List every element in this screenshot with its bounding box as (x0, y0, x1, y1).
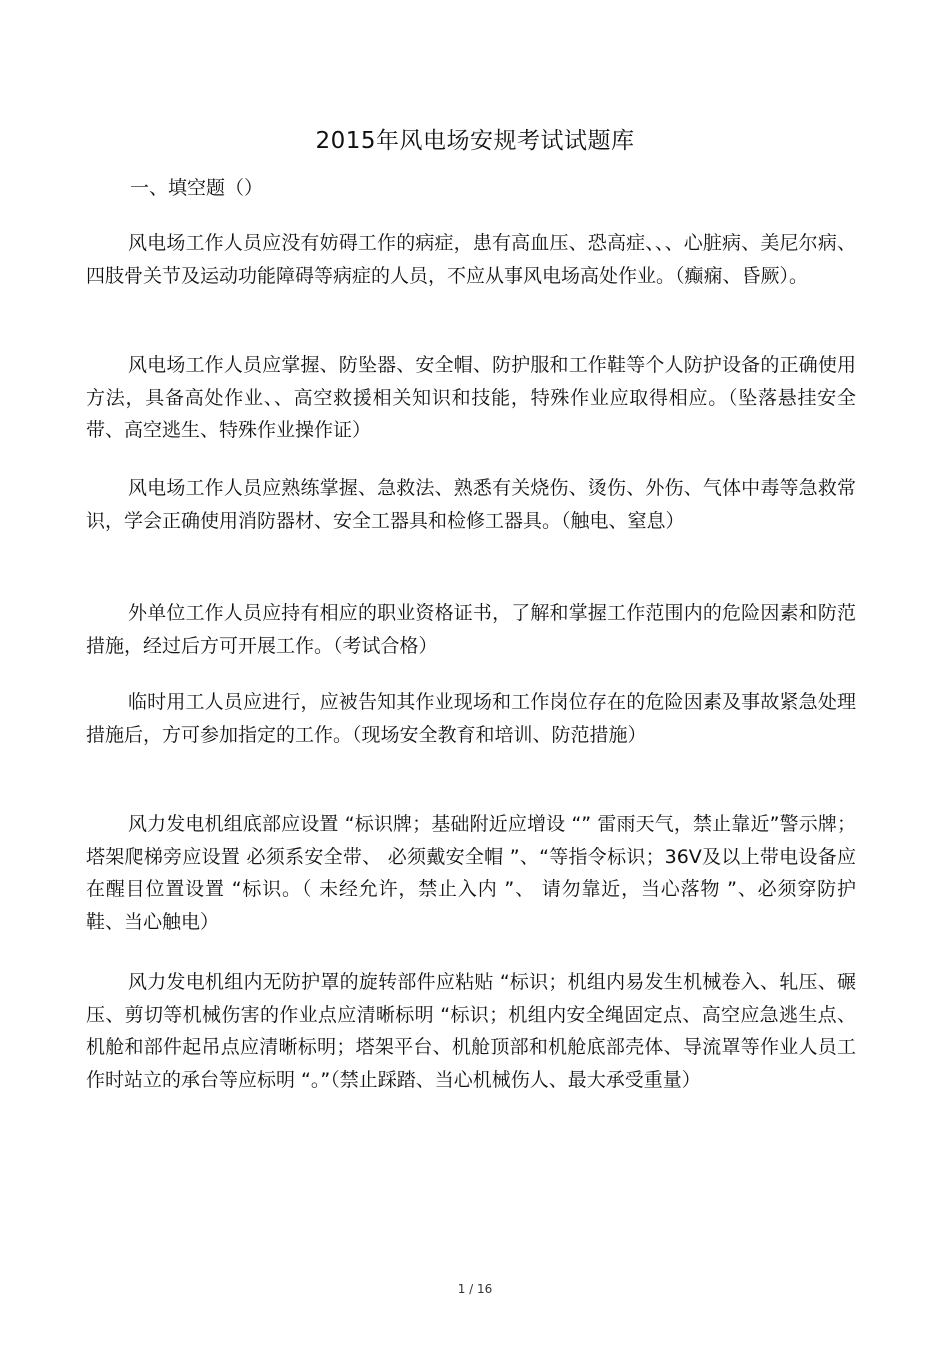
question-paragraph-6: 风力发电机组底部应设置 “标识牌；基础附近应增设 “” 雷雨天气，禁止靠近”警示牌；塔架爬梯旁应设置 必须系安全带、 必须戴安全帽 ”、“等指令标识；36V及以上带电设备应在醒目位置设置 “标识。（ 未经允许，禁止入内 ”、 请勿靠近，当心落物 ”、必须穿防护鞋、当心触电） (86, 813, 856, 933)
question-paragraph-1: 风电场工作人员应没有妨碍工作的病症，患有高血压、恐高症、、、心脏病、美尼尔病、四肢骨关节及运动功能障碍等病症的人员，不应从事风电场高处作业。（癫痫、昏厥）。 (86, 232, 856, 287)
question-paragraph-7: 风力发电机组内无防护罩的旋转部件应粘贴 “标识；机组内易发生机械卷入、轧压、碾压、剪切等机械伤害的作业点应清晰标明 “标识；机组内安全绳固定点、高空应急逃生点、机舱和部件起吊点应清晰标明；塔架平台、机舱顶部和机舱底部壳体、导流罩等作业人员工作时站立的承台等应标明 “。”（禁止踩踏、当心机械伤人、最大承受重量） (86, 971, 856, 1091)
question-paragraph-2: 风电场工作人员应掌握、防坠器、安全帽、防护服和工作鞋等个人防护设备的正确使用方法，具备高处作业、、高空救援相关知识和技能，特殊作业应取得相应。（坠落悬挂安全带、高空逃生、特殊作业操作证） (86, 354, 856, 441)
page-number: 1 / 16 (457, 1282, 493, 1296)
question-paragraph-3: 风电场工作人员应熟练掌握、急救法、熟悉有关烧伤、烫伤、外伤、气体中毒等急救常识，学会正确使用消防器材、安全工器具和检修工器具。（触电、窒息） (86, 477, 856, 532)
section-heading: 一、填空题（） (130, 177, 264, 199)
question-paragraph-4: 外单位工作人员应持有相应的职业资格证书，了解和掌握工作范围内的危险因素和防范措施，经过后方可开展工作。（考试合格） (86, 602, 856, 657)
document-title: 2015年风电场安规考试试题库 (315, 128, 635, 154)
question-paragraph-5: 临时用工人员应进行，应被告知其作业现场和工作岗位存在的危险因素及事故紧急处理措施后，方可参加指定的工作。（现场安全教育和培训、防范措施） (86, 691, 856, 746)
